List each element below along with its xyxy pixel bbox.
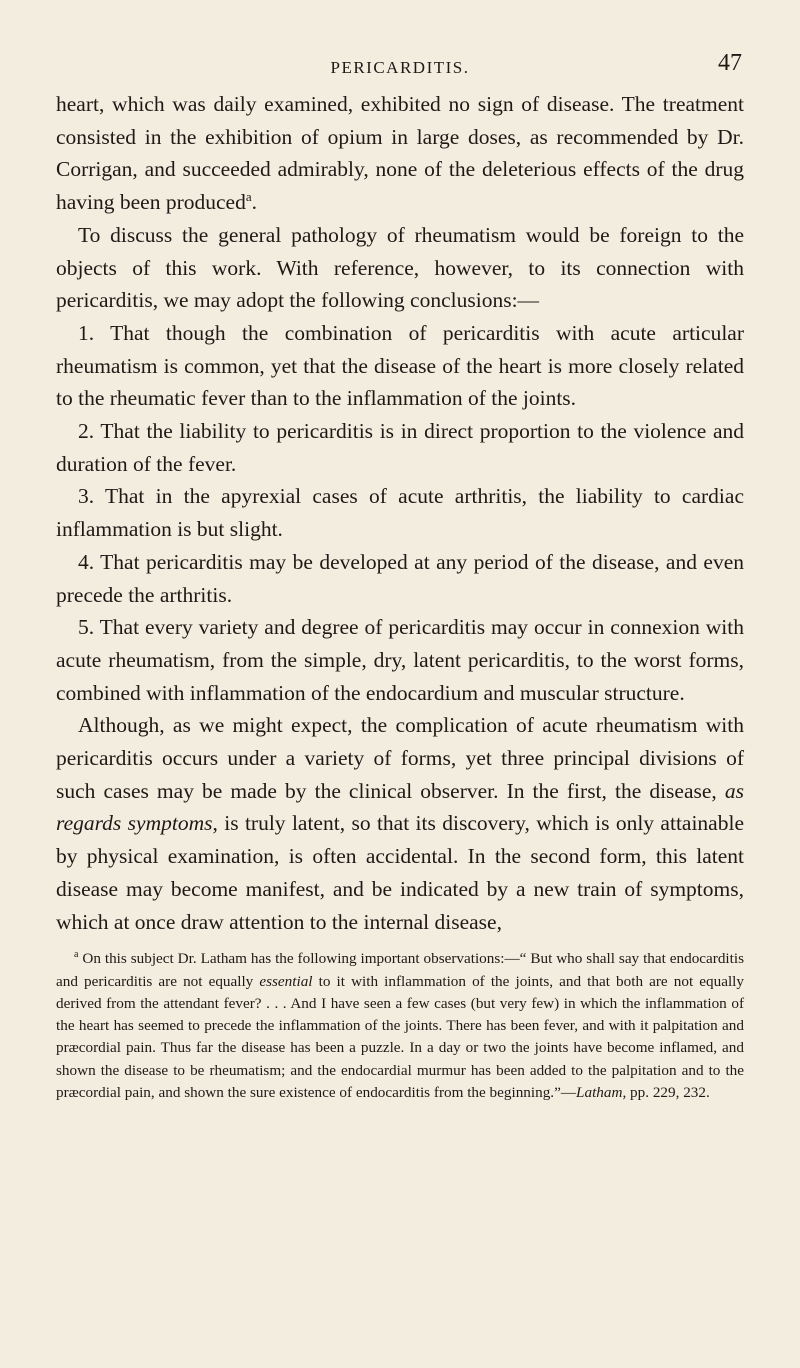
running-title: PERICARDITIS.: [330, 58, 470, 77]
footnote-emphasis: essential: [259, 972, 313, 990]
footnote-reference[interactable]: a: [245, 188, 252, 204]
page-number: 47: [718, 50, 742, 76]
paragraph-continued: [56, 88, 744, 219]
paragraph-divisions: [56, 709, 744, 938]
paragraph-text: Although, as we might expect, the complication of acute rheumatism with pericarditis occurs under a variety of forms, yet three principal divisions of such cases may be made by the clinical observer. In the first, the disease,: [56, 713, 744, 803]
citation-pages: , pp. 229, 232.: [622, 1084, 710, 1102]
conclusion-item: 5. That every variety and degree of pericarditis may occur in connexion with acute rheumatism, from the simple, dry, latent pericarditis, to the worst forms, combined with inflammation of the endocardium and muscular structure.: [56, 615, 744, 705]
paragraph-intro: To discuss the general pathology of rheumatism would be foreign to the objects of this work. With reference, however, to its connection with pericarditis, we may adopt the following conclusions:—: [56, 222, 744, 313]
footnote-part: to it with inflammation of the joints, and that both are not equally derived from the attendant fever? . . . And I have seen a few cases (but very few) in which the inflammation of the heart has seemed to precede the inflammation of the joints. There has been fever, and with it palpitation and præcordial pain. Thus far the disease has been a puzzle. In a day or two the joints have become inflamed, and shown the disease to be rheumatism; and the endocardial murmur has been added to the palpitation and to the præcordial pain, and shown the sure existence of endocarditis from the beginning.”—: [56, 972, 744, 1102]
emphasis-text: as regards symptoms: [56, 778, 744, 836]
footnote-mark: a: [74, 949, 79, 961]
conclusion-item: 4. That pericarditis may be developed at any period of the disease, and even precede the arthritis.: [56, 549, 744, 607]
running-head: [56, 50, 744, 82]
paragraph-end: .: [251, 190, 258, 215]
footnote-part: On this subject Dr. Latham has the following important observations:—“ But who shall say that endocarditis and pericarditis are not equally: [56, 950, 744, 990]
conclusion-item: 3. That in the apyrexial cases of acute arthritis, the liability to cardiac inflammation is but slight.: [56, 484, 744, 542]
paragraph-text: , is truly latent, so that its discovery, which is only attainable by physical examination, is often accidental. In the second form, this latent disease may become manifest, and be indicated by a new train of symptoms, which at once draw attention to the internal disease,: [56, 811, 744, 934]
footnote: [56, 948, 744, 1104]
paragraph-text: heart, which was daily examined, exhibited no sign of disease. The treatment consisted in the exhibition of opium in large doses, as recommended by Dr. Corrigan, and succeeded admirably, none of the deleterious effects of the drug having been produced: [56, 92, 744, 215]
citation-author: Latham: [576, 1084, 623, 1102]
body-text: [56, 88, 744, 938]
conclusion-item: 1. That though the combination of pericarditis with acute articular rheumatism is common, yet that the disease of the heart is more closely related to the rheumatic fever than to the inflammation of the joints.: [56, 320, 744, 411]
conclusion-item: 2. That the liability to pericarditis is in direct proportion to the violence and duration of the fever.: [56, 419, 744, 476]
footnote-text: [56, 948, 744, 1104]
book-page: [56, 50, 744, 1104]
